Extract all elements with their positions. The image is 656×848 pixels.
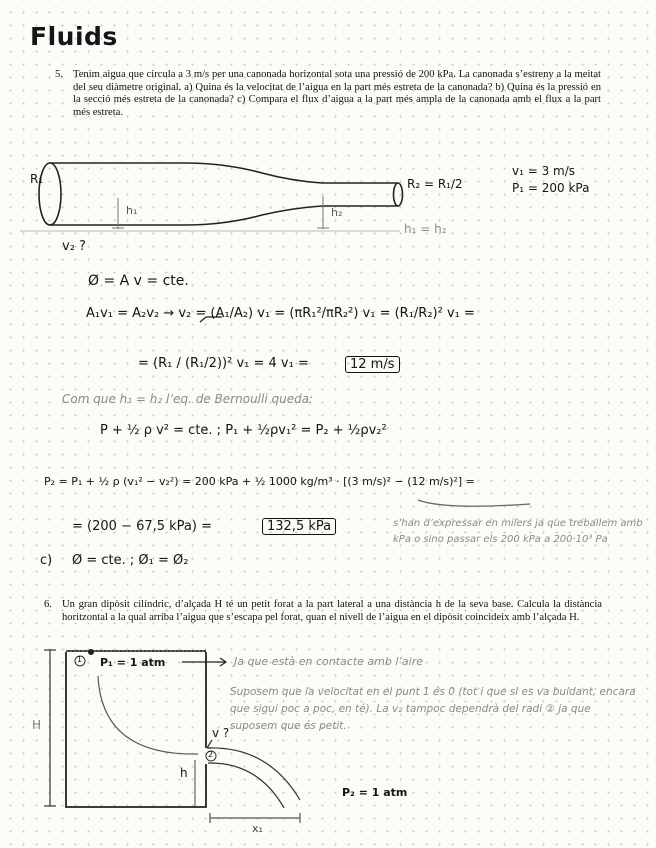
page-title: Fluids: [30, 22, 118, 51]
bernoulli-note: Com que h₁ = h₂ l’eq. de Bernoulli queda:: [62, 392, 314, 406]
tank-p1-label: P₁ = 1 atm: [100, 656, 166, 669]
units-note: s’han d’expressar en milers ja que treballem amb kPa o sino passar els 200 kPa a 200·10³ Pa: [393, 518, 643, 545]
v-ask-label: v ?: [212, 726, 230, 740]
point-2-label: 2: [208, 750, 214, 759]
label-h2: h₂: [331, 206, 343, 219]
problem-5-text: Tenim aigua que circula a 3 m/s per una canonada horizontal sota una pressió de 200 kPa. La canonada s’estreny a la meitat del seu diàmetre original. a) Quina és la velocitat de l’aigua en la part més estreta de la canonada? b) Quina és la pressió en la secció més estreta de la canonada? c) Compara el flux d’aigua a la part més ampla de la canonada amb el flux a la part més estreta.: [73, 69, 601, 118]
problem-5-number: 5.: [55, 69, 63, 80]
part-c-answer: Ø = cte. ; Ø₁ = Ø₂: [72, 553, 189, 568]
water-jet-upper: [208, 748, 300, 800]
bernoulli-equation: P + ½ ρ v² = cte. ; P₁ + ½ρv₁² = P₂ + ½ρv₂²: [100, 423, 387, 438]
pipe-narrow-end: [394, 183, 403, 206]
problem-6-number: 6.: [44, 599, 52, 610]
tank-outline: [66, 652, 206, 807]
flow-equation: Ø = A v = cte.: [88, 273, 189, 289]
label-h1: h₁: [126, 204, 138, 217]
streamline: [98, 676, 198, 754]
result-p2-box: 132,5 kPa: [262, 518, 336, 535]
water-jet-lower: [208, 763, 284, 808]
label-p1: P₁ = 200 kPa: [512, 181, 590, 195]
label-v1: v₁ = 3 m/s: [512, 164, 576, 178]
label-h-equal: h₁ = h₂: [404, 222, 447, 236]
tank-p2-label: P₂ = 1 atm: [342, 786, 408, 799]
hole-height-label: h: [180, 766, 188, 780]
pipe-bottom-wall: [50, 206, 398, 225]
result-v2-box: 12 m/s: [345, 356, 400, 373]
velocity-assumption-note: Suposem que la velocitat en el punt 1 és 0 (tot i que si es va buidant, encara que sigui poc a poc, en té). La v₂ tampoc dependrà del radi ② ja que suposem que és petit.: [230, 686, 636, 732]
label-r2-relation: R₂ = R₁/2: [407, 177, 463, 191]
ask-v2: v₂ ?: [62, 239, 86, 254]
p2-derivation: P₂ = P₁ + ½ ρ (v₁² − v₂²) = 200 kPa + ½ 1000 kg/m³ · [(3 m/s)² − (12 m/s)²] =: [44, 475, 475, 488]
point-1-label: 1: [77, 655, 83, 664]
problem-6-text: Un gran dipòsit cilíndric, d’alçada H té un petit forat a la part lateral a una distància h de la seva base. Calcula la distància horitzontal a la qual arriba l’aigua que s’escapa pel forat, quan el nivell de l’aigua en el dipòsit coincideix amb l’alçada H.: [62, 599, 602, 623]
p2-calculation: = (200 − 67,5 kPa) =: [72, 519, 212, 534]
continuity-derivation: A₁v₁ = A₂v₂ → v₂ = (A₁/A₂) v₁ = (πR₁²/πR₂²) v₁ = (R₁/R₂)² v₁ =: [86, 306, 475, 321]
label-r1: R₁: [30, 172, 44, 186]
v2-calculation: = (R₁ / (R₁/2))² v₁ = 4 v₁ =: [138, 356, 309, 371]
part-c-label: c): [40, 553, 53, 568]
air-contact-note: Ja que està en contacte amb l’aire: [234, 655, 423, 668]
tank-height-label: H: [32, 718, 42, 732]
pipe-top-wall: [50, 163, 398, 183]
distance-x1-label: x₁: [252, 822, 263, 835]
